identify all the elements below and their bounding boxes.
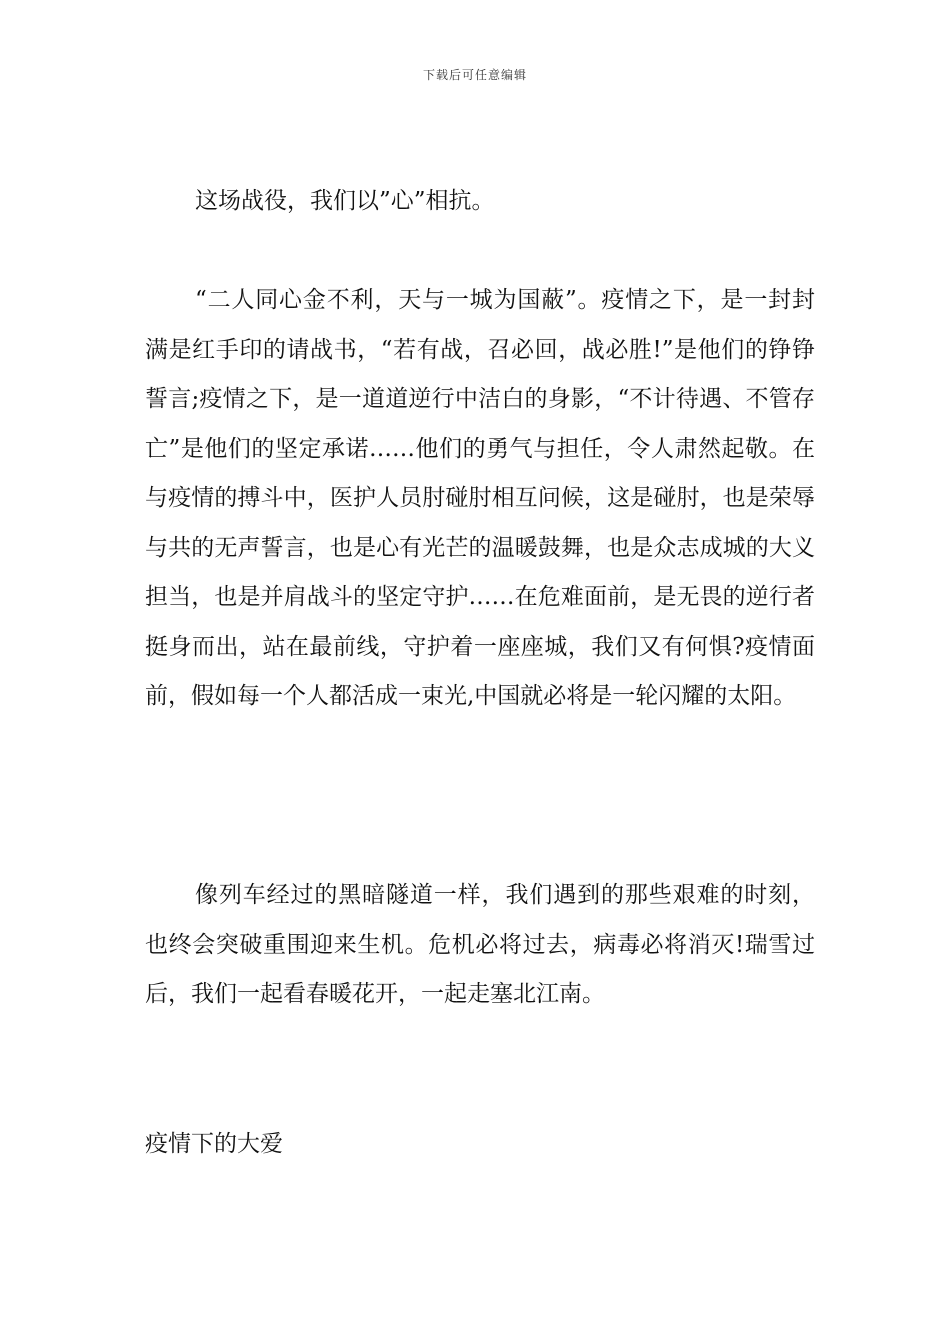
page-header-note: 下载后可任意编辑 [422,68,527,82]
section-heading [145,1120,815,1170]
paragraph-3 [145,871,815,1020]
paragraph-1 [145,177,815,227]
paragraph-text: 这场战役，我们以”心”相抗。 [195,188,495,214]
paragraph-text: “二人同心金不利，天与一城为国蔽”。疫情之下，是一封封满是红手印的请战书，“若有战，召必回，战必胜!”是他们的铮铮誓言;疫情之下，是一道道逆行中洁白的身影，“不计待遇、不管存亡”是他们的坚定承诺……他们的勇气与担任，令人肃然起敬。在与疫情的搏斗中，医护人员肘碰肘相互问候，这是碰肘，也是荣辱与共的无声誓言，也是心有光芒的温暖鼓舞，也是众志成城的大义担当，也是并肩战斗的坚定守护……在危难面前，是无畏的逆行者挺身而出，站在最前线，守护着一座座城，我们又有何惧?疫情面前，假如每一个人都活成一束光,中国就必将是一轮闪耀的太阳。 [145,287,815,709]
section-title: 疫情下的大爱 [145,1131,283,1157]
paragraph-2 [145,276,815,722]
paragraph-text: 像列车经过的黑暗隧道一样，我们遇到的那些艰难的时刻，也终会突破重围迎来生机。危机必将过去，病毒必将消灭!瑞雪过后，我们一起看春暖花开，一起走塞北江南。 [145,882,815,1007]
